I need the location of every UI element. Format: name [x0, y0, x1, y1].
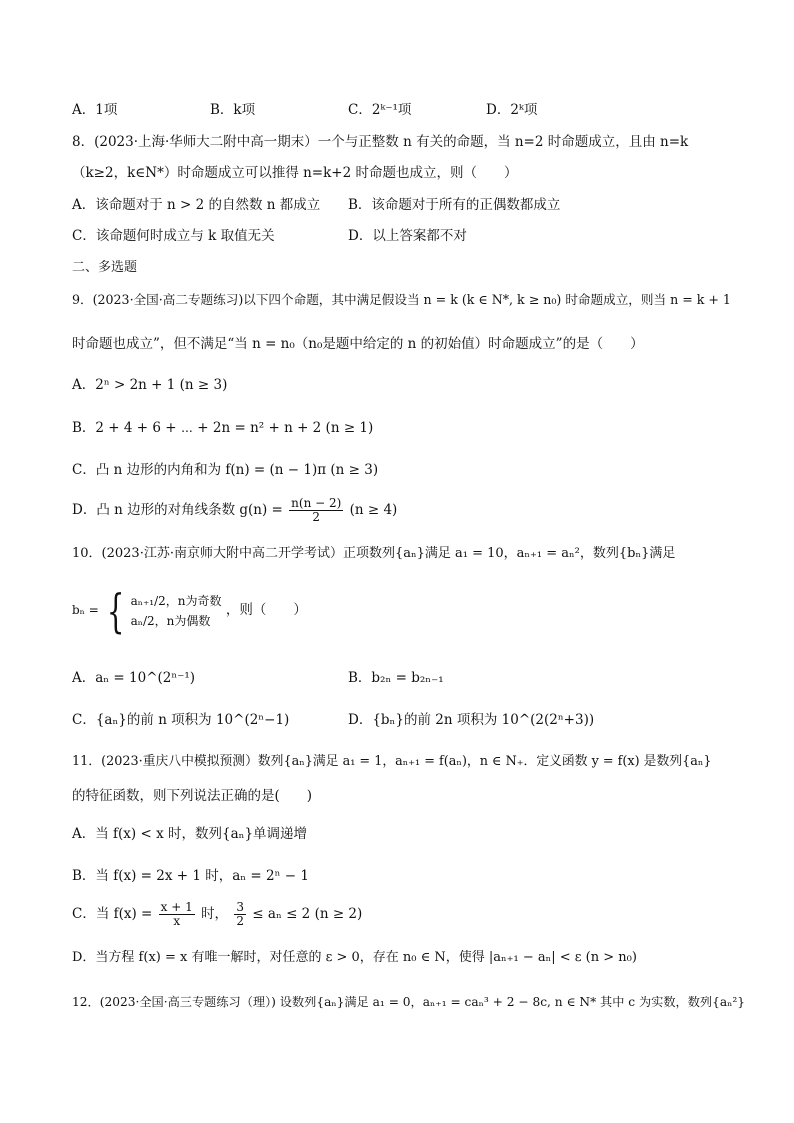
q9-option-d-fraction	[289, 497, 343, 524]
q9-option-d	[72, 496, 397, 524]
q11-stem-line2: 的特征函数，则下列说法正确的是( )	[72, 788, 313, 804]
q8-stem-line1: 8．(2023·上海·华师大二附中高一期末）一个与正整数 n 有关的命题，当 n=2 时命题成立，且由 n=k	[72, 134, 689, 150]
q11-option-c-denominator: x	[173, 914, 181, 928]
q11-option-c-numerator2: 3	[236, 899, 244, 914]
q9-option-d-denominator: 2	[312, 510, 321, 524]
q11-option-a: A．当 f(x) < x 时，数列{aₙ}单调递增	[72, 826, 308, 842]
q9-option-d-suffix: (n ≥ 4)	[349, 502, 398, 518]
q9-stem-line1: 9．(2023·全国·高二专题练习)以下四个命题，其中满足假设当 n = k (k ∈ N*, k ≥ n₀) 时命题成立，则当 n = k + 1	[72, 292, 731, 307]
q7-option-b: B．k项	[210, 102, 256, 118]
q11-option-b: B．当 f(x) = 2x + 1 时，aₙ = 2ⁿ − 1	[72, 868, 309, 884]
section-title: 二、多选题	[72, 260, 138, 275]
q7-option-a: A．1项	[72, 102, 118, 118]
q9-option-a: A．2ⁿ > 2n + 1 (n ≥ 3)	[72, 377, 228, 393]
q9-stem-line2: 时命题也成立”，但不满足“当 n = n₀（n₀是题中给定的 n 的初始值）时命题成立”的是（ ）	[72, 336, 644, 352]
q10-case-even: aₙ/2，n为偶数	[130, 613, 211, 628]
q7-option-d: D．2ᵏ项	[486, 102, 538, 118]
q8-option-d: D．以上答案都不对	[348, 228, 467, 244]
q10-tail: ，则（ ）	[225, 602, 307, 618]
q10-b-label: bₙ =	[72, 603, 99, 617]
q8-option-b: B．该命题对于所有的正偶数都成立	[348, 197, 561, 213]
q12-stem-line1: 12．(2023·全国·高三专题练习（理）) 设数列{aₙ}满足 a₁ = 0，aₙ₊₁ = caₙ³ + 2 − 8c, n ∈ N* 其中 c 为实数，数列{aₙ²}	[72, 995, 746, 1009]
q11-stem-line1: 11．(2023·重庆八中模拟预测）数列{aₙ}满足 a₁ = 1，aₙ₊₁ = f(aₙ)，n ∈ N₊．定义函数 y = f(x) 是数列{aₙ}	[72, 754, 712, 769]
q10-piecewise	[72, 582, 307, 638]
q9-option-b: B．2 + 4 + 6 + ⋯ + 2n = n² + n + 2 (n ≥ 1)	[72, 420, 374, 436]
q11-option-c-numerator: x + 1	[160, 899, 193, 914]
q10-option-b: B．b₂ₙ = b₂ₙ₋₁	[348, 670, 444, 686]
q11-option-d: D．当方程 f(x) = x 有唯一解时，对任意的 ε > 0，存在 n₀ ∈ N，使得 |aₙ₊₁ − aₙ| < ε (n > n₀)	[72, 950, 637, 965]
q11-option-c-suffix: ≤ aₙ ≤ 2 (n ≥ 2)	[252, 906, 363, 922]
q10-cases	[131, 591, 222, 631]
q8-option-a: A．该命题对于 n > 2 的自然数 n 都成立	[72, 197, 321, 213]
q11-option-c-fraction2	[234, 901, 246, 928]
q10-case-odd: aₙ₊₁/2，n为奇数	[130, 593, 222, 608]
q9-option-d-prefix: D．凸 n 边形的对角线条数 g(n) =	[72, 502, 283, 518]
q8-stem-line2: （k≥2，k∈N*）时命题成立可以推得 n=k+2 时命题也成立，则（ ）	[72, 165, 518, 181]
q11-option-c-mid: 时，	[201, 906, 229, 922]
q9-option-d-numerator: n(n − 2)	[291, 495, 342, 510]
q11-option-c-fraction	[159, 901, 195, 928]
q10-stem-line1: 10．(2023·江苏·南京师大附中高二开学考试）正项数列{aₙ}满足 a₁ = 10，aₙ₊₁ = aₙ²，数列{bₙ}满足	[72, 546, 676, 561]
q11-option-c	[72, 900, 362, 928]
q9-option-c: C．凸 n 边形的内角和为 f(n) = (n − 1)π (n ≥ 3)	[72, 462, 379, 478]
q11-option-c-prefix: C．当 f(x) =	[72, 906, 153, 922]
q10-option-a: A．aₙ = 10^(2ⁿ⁻¹)	[72, 670, 196, 686]
left-brace-icon: {	[106, 583, 125, 638]
q11-option-c-denominator2: 2	[236, 914, 244, 928]
q8-option-c: C．该命题何时成立与 k 取值无关	[72, 228, 275, 244]
q7-option-c: C．2ᵏ⁻¹项	[348, 102, 412, 118]
q10-option-c: C．{aₙ}的前 n 项积为 10^(2ⁿ−1)	[72, 712, 290, 728]
q10-option-d: D．{bₙ}的前 2n 项积为 10^(2(2ⁿ+3))	[348, 712, 595, 728]
